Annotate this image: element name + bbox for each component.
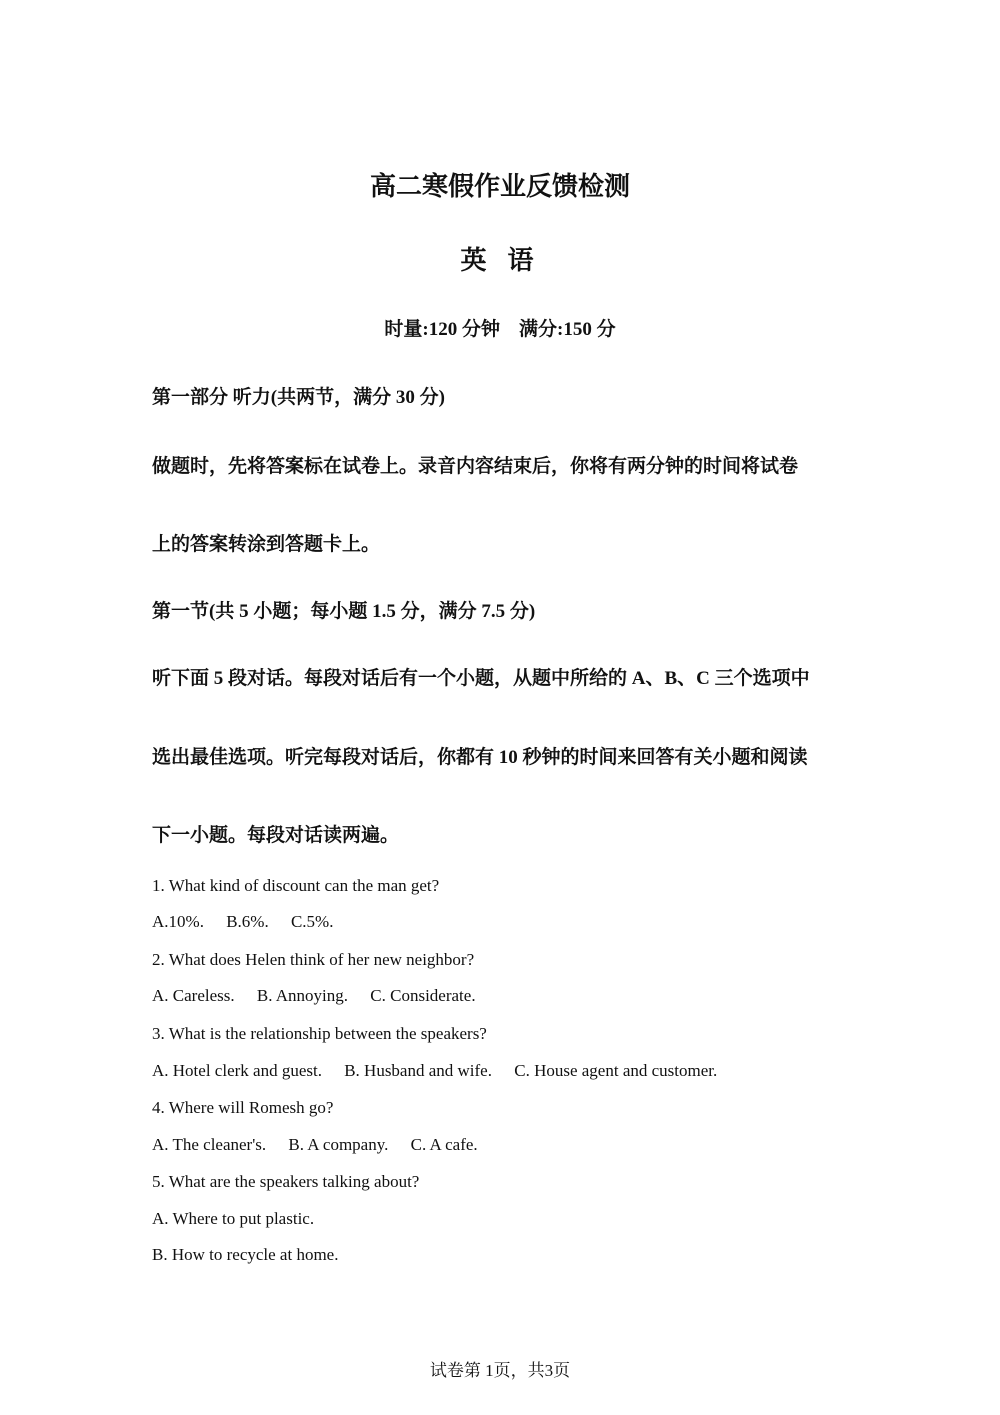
section1-instruction-line3: 下一小题。每段对话读两遍。 [152,825,400,846]
subject-title: 英 语 [460,246,540,276]
question-3-options [152,1061,735,1081]
question-2-option-a: A. Careless. [152,986,235,1005]
question-1-option-b: B.6%. [226,912,269,931]
exam-info: 时量:120 分钟 满分:150 分 [384,319,616,340]
section1-instruction-line1: 听下面 5 段对话。每段对话后有一个小题，从题中所给的 A、B、C 三个选项中 [152,668,810,689]
question-1-option-c: C.5%. [290,912,334,931]
question-4-stem: 4. Where will Romesh go? [152,1098,334,1117]
question-3-option-c: C. House agent and customer. [514,1061,718,1080]
exam-title: 高二寒假作业反馈检测 [369,172,630,202]
question-3-option-b: B. Husband and wife. [344,1061,492,1080]
section1-instruction-line2: 选出最佳选项。听完每段对话后，你都有 10 秒钟的时间来回答有关小题和阅读 [152,747,808,768]
question-2-option-c: C. Considerate. [370,986,476,1005]
part1-instruction-line2: 上的答案转涂到答题卡上。 [152,534,381,555]
part1-heading: 第一部分 听力(共两节，满分 30 分) [152,387,445,408]
part1-instruction-line1: 做题时，先将答案标在试卷上。录音内容结束后，你将有两分钟的时间将试卷 [152,456,799,477]
question-4-option-c: C. A cafe. [410,1135,478,1154]
question-1-options [152,912,351,932]
question-2-options [152,986,494,1006]
question-5-option-a: A. Where to put plastic. [152,1209,315,1228]
question-5-stem: 5. What are the speakers talking about? [152,1172,420,1191]
question-5-option-b: B. How to recycle at home. [152,1245,339,1264]
question-1-stem: 1. What kind of discount can the man get? [152,876,440,895]
question-4-option-a: A. The cleaner's. [152,1135,267,1154]
question-4-options [152,1135,496,1155]
question-4-option-b: B. A company. [288,1135,389,1154]
page-footer: 试卷第 1页，共3页 [429,1361,571,1380]
question-2-stem: 2. What does Helen think of her new neighbor? [152,950,475,969]
question-1-option-a: A.10%. [152,912,204,931]
question-2-option-b: B. Annoying. [256,986,349,1005]
section1-heading: 第一节(共 5 小题；每小题 1.5 分，满分 7.5 分) [152,601,536,622]
question-3-option-a: A. Hotel clerk and guest. [152,1061,322,1080]
question-3-stem: 3. What is the relationship between the speakers? [152,1024,487,1043]
